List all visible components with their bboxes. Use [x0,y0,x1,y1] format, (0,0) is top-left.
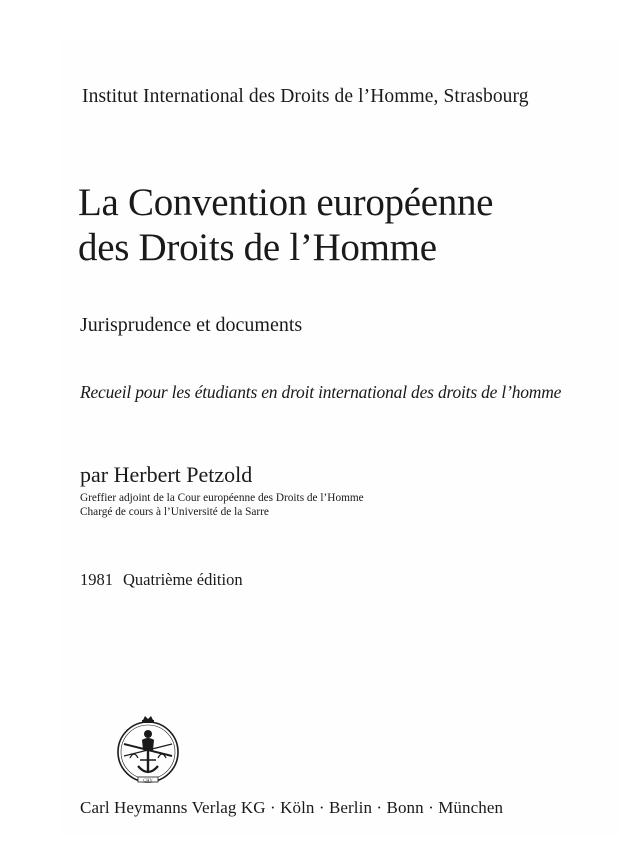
collection-description: Recueil pour les étudiants en droit international des droits de l’homme [80,382,562,402]
book-subtitle: Jurisprudence et documents [80,314,303,336]
book-title [78,180,493,270]
institute-name: Institut International des Droits de l’Homme, Strasbourg [82,86,529,107]
edition-year: 1981 [80,570,113,589]
author-byline: par Herbert Petzold [80,462,253,487]
edition-label: Quatrième édition [123,570,243,589]
publisher-emblem-text: CHV [143,777,153,783]
author-role-1: Greffier adjoint de la Cour européenne des Droits de l’Homme [80,492,364,504]
publisher-emblem-icon [112,714,184,786]
book-title-line-2: des Droits de l’Homme [78,226,437,269]
edition-info [80,570,243,590]
book-title-line-1: La Convention européenne [78,181,494,224]
author-role-2: Chargé de cours à l’Université de la Sarre [80,506,269,518]
publisher-imprint: Carl Heymanns Verlag KG · Köln · Berlin · Bonn · München [80,798,504,817]
